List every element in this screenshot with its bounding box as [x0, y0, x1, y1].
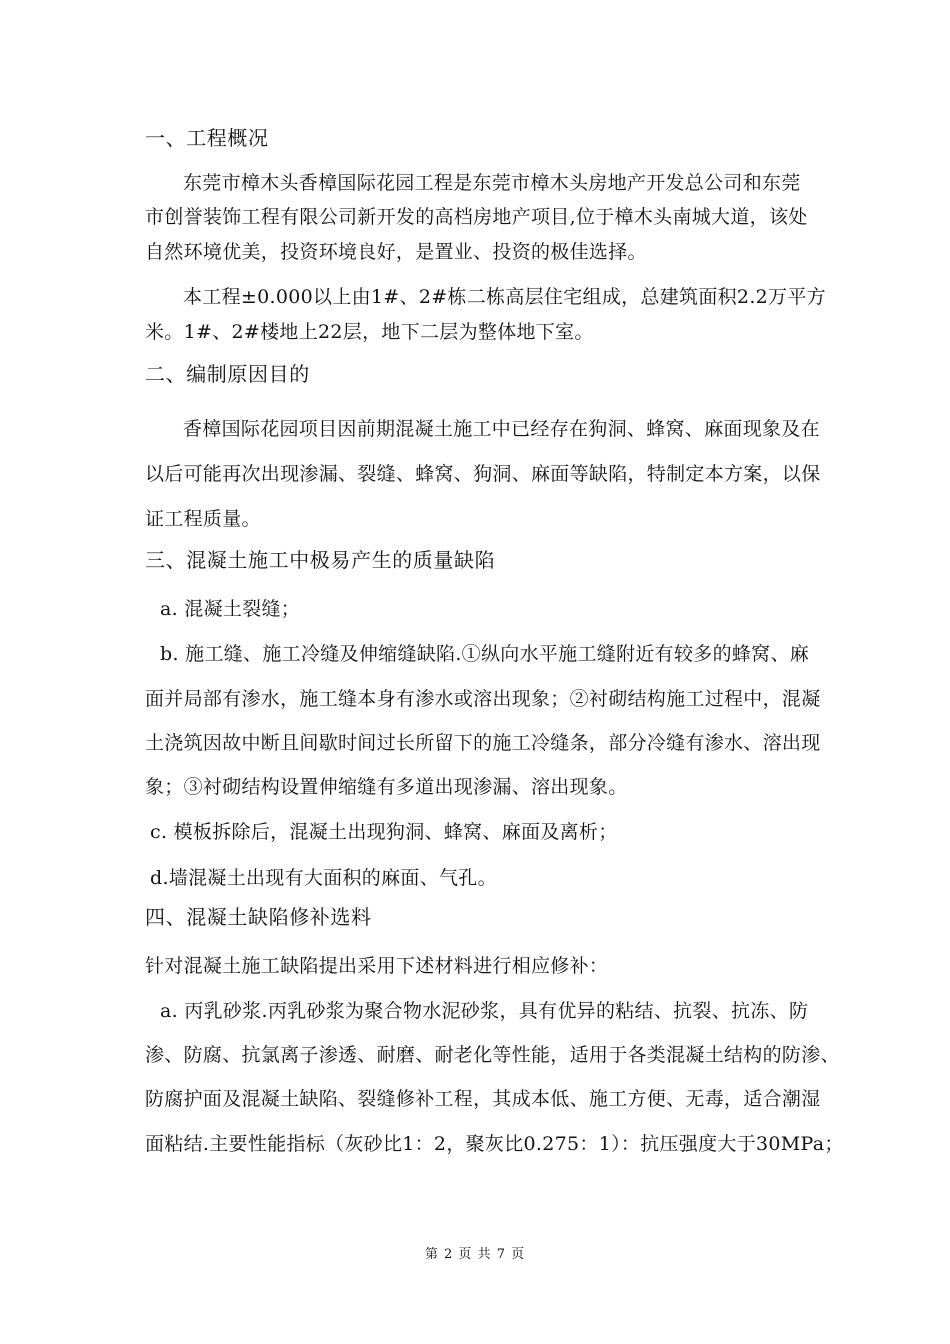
page-number-footer: 第 2 页 共 7 页 — [424, 1247, 526, 1262]
paragraph-line: 米。1#、2#楼地上22层，地下二层为整体地下室。 — [145, 321, 594, 343]
list-item: c. 模板拆除后，混凝土出现狗洞、蜂窝、麻面及离析； — [150, 821, 618, 843]
list-item: a. 丙乳砂浆.丙乳砂浆为聚合物水泥砂浆，具有优异的粘结、抗裂、抗冻、防 — [160, 1000, 809, 1022]
paragraph-line: 象；③衬砌结构设置伸缩缝有多道出现渗漏、溶出现象。 — [145, 776, 628, 798]
list-item: b. 施工缝、施工冷缝及伸缩缝缺陷.①纵向水平施工缝附近有较多的蜂窝、麻 — [160, 643, 810, 665]
paragraph-line: 以后可能再次出现渗漏、裂缝、蜂窝、狗洞、麻面等缺陷，特制定本方案，以保 — [145, 463, 821, 485]
paragraph-line: 渗、防腐、抗氯离子渗透、耐磨、耐老化等性能，适用于各类混凝土结构的防渗、 — [145, 1044, 840, 1066]
section-heading-purpose: 二、编制原因目的 — [145, 362, 310, 386]
section-heading-overview: 一、工程概况 — [145, 126, 269, 150]
list-item: a. 混凝土裂缝； — [160, 598, 301, 620]
paragraph-line: 东莞市樟木头香樟国际花园工程是东莞市樟木头房地产开发总公司和东莞 — [183, 172, 801, 194]
paragraph-line: 防腐护面及混凝土缺陷、裂缝修补工程，其成本低、施工方便、无毒，适合潮湿 — [145, 1088, 821, 1110]
section-heading-materials: 四、混凝土缺陷修补选料 — [145, 905, 372, 929]
list-item: d.墙混凝土出现有大面积的麻面、气孔。 — [150, 867, 497, 889]
paragraph-line: 面粘结.主要性能指标（灰砂比1：2，聚灰比0.275：1）：抗压强度大于30MPa； — [145, 1133, 844, 1155]
paragraph-line: 面并局部有渗水，施工缝本身有渗水或溶出现象；②衬砌结构施工过程中，混凝 — [145, 688, 821, 710]
paragraph-line: 市创誉装饰工程有限公司新开发的高档房地产项目,位于樟木头南城大道，该处 — [145, 206, 808, 228]
paragraph-line: 针对混凝土施工缺陷提出采用下述材料进行相应修补： — [145, 955, 609, 977]
paragraph-line: 证工程质量。 — [145, 508, 261, 530]
section-heading-defects: 三、混凝土施工中极易产生的质量缺陷 — [145, 548, 496, 572]
paragraph-line: 香樟国际花园项目因前期混凝土施工中已经存在狗洞、蜂窝、麻面现象及在 — [183, 418, 820, 440]
paragraph-line: 自然环境优美，投资环境良好，是置业、投资的极佳选择。 — [145, 241, 647, 263]
paragraph-line: 土浇筑因故中断且间歇时间过长所留下的施工冷缝条，部分冷缝有渗水、溶出现 — [145, 732, 821, 754]
paragraph-line: 本工程±0.000以上由1#、2#栋二栋高层住宅组成，总建筑面积2.2万平方 — [183, 286, 826, 308]
